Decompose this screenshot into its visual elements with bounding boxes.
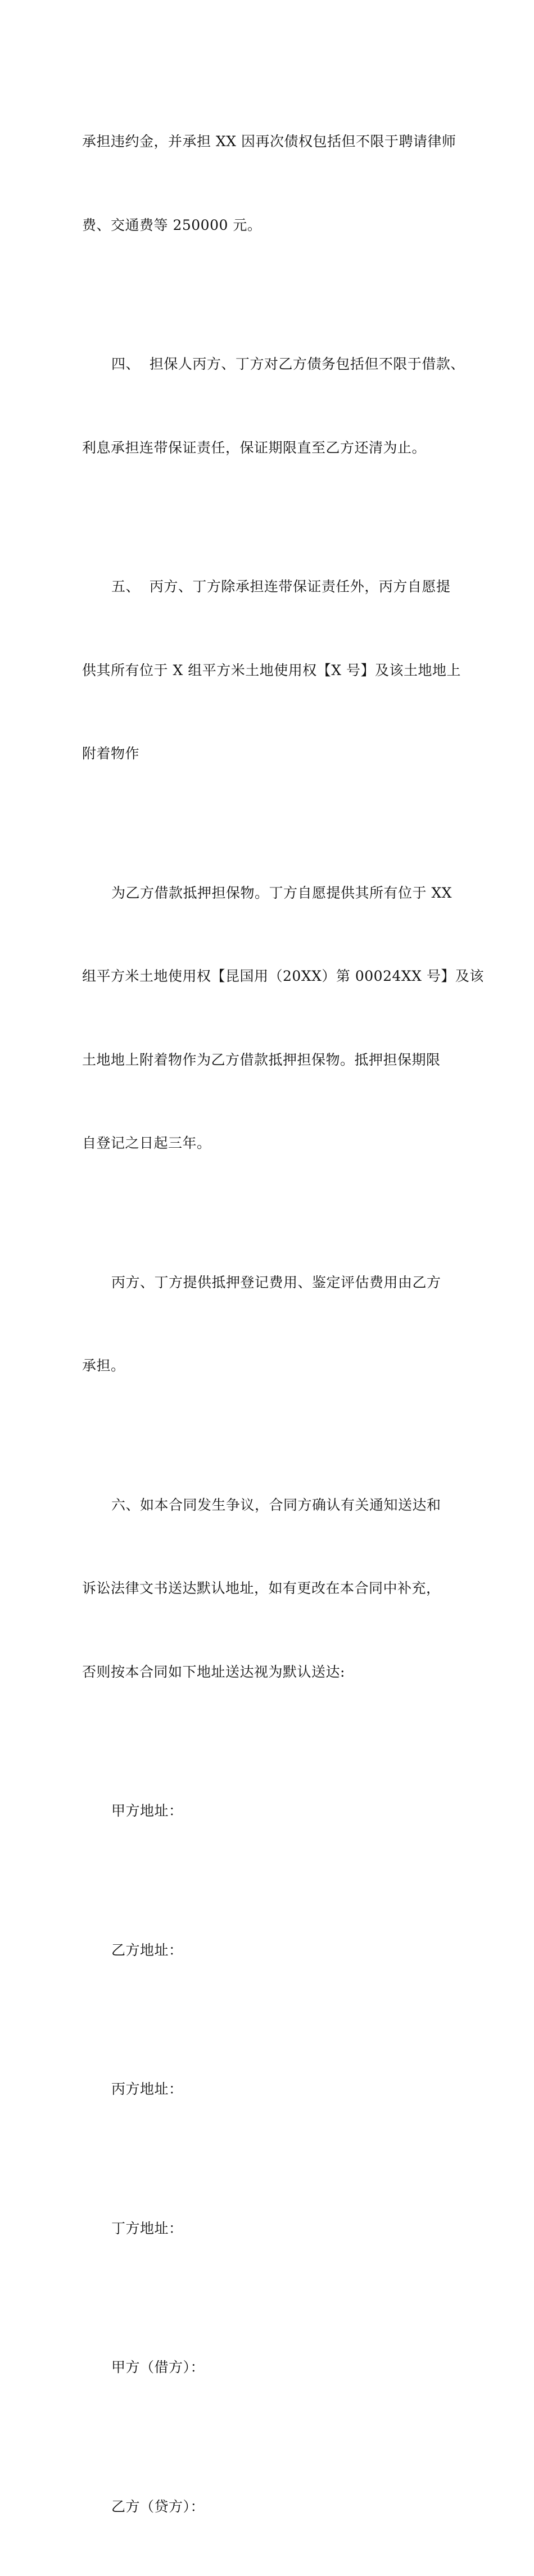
- address-party-b: [82, 1881, 464, 2020]
- paragraph-collateral: [82, 823, 464, 1213]
- text-line: 为乙方借款抵押担保物。丁方自愿提供其所有位于 XX: [82, 879, 464, 907]
- text-line: 自登记之日起三年。: [82, 1129, 464, 1157]
- paragraph-clause-5: [82, 517, 464, 823]
- paragraph-fees: [82, 1213, 464, 1436]
- document-body: [82, 72, 464, 2576]
- text-line: 费、交通费等 250000 元。: [82, 211, 464, 239]
- text-line: 诉讼法律文书送达默认地址，如有更改在本合同中补充，: [82, 1574, 464, 1602]
- text-line: 否则按本合同如下地址送达视为默认送达:: [82, 1658, 464, 1686]
- text-line: 丙方、丁方提供抵押登记费用、鉴定评估费用由乙方: [82, 1269, 464, 1297]
- address-party-d: [82, 2159, 464, 2298]
- text-line: 供其所有位于 X 组平方米土地使用权【X 号】及该土地地上: [82, 657, 464, 685]
- text-line: 土地地上附着物作为乙方借款抵押担保物。抵押担保期限: [82, 1046, 464, 1074]
- text-line: 乙方（贷方）：: [82, 2493, 464, 2521]
- paragraph-clause-4: [82, 295, 464, 517]
- text-line: 乙方地址：: [82, 1936, 464, 1964]
- signature-party-b: [82, 2437, 464, 2576]
- text-line: 五、 丙方、丁方除承担连带保证责任外，丙方自愿提: [82, 573, 464, 601]
- address-party-a: [82, 1741, 464, 1881]
- text-line: 附着物作: [82, 740, 464, 768]
- text-line: 丁方地址：: [82, 2215, 464, 2243]
- text-line: 承担违约金，并承担 XX 因再次债权包括但不限于聘请律师: [82, 128, 464, 156]
- text-line: 甲方（借方）：: [82, 2353, 464, 2382]
- text-line: 承担。: [82, 1352, 464, 1380]
- address-party-c: [82, 2020, 464, 2159]
- text-line: 四、 担保人丙方、丁方对乙方债务包括但不限于借款、: [82, 350, 464, 378]
- document-page: [0, 0, 534, 755]
- paragraph-penalty: [82, 72, 464, 295]
- text-line: 组平方米土地使用权【昆国用（20XX）第 00024XX 号】及该: [82, 962, 464, 990]
- text-line: 甲方地址：: [82, 1797, 464, 1825]
- text-line: 丙方地址：: [82, 2075, 464, 2103]
- signature-party-a: [82, 2298, 464, 2437]
- text-line: 六、如本合同发生争议，合同方确认有关通知送达和: [82, 1491, 464, 1519]
- paragraph-clause-6: [82, 1436, 464, 1742]
- text-line: 利息承担连带保证责任，保证期限直至乙方还清为止。: [82, 434, 464, 462]
